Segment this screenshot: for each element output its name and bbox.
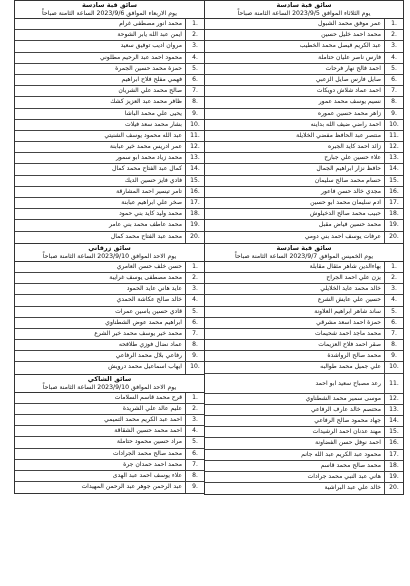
person-name: محمود عبد الكريم عبد الله جانم xyxy=(301,450,381,458)
list-item xyxy=(15,340,204,351)
row-number: 16. xyxy=(384,438,403,448)
list-item xyxy=(205,131,403,142)
person-name: محمد عبد الفتاح محمد كمال xyxy=(110,232,182,240)
list-item xyxy=(15,19,204,30)
person-name: عبد الكريم فيصل محمد الخطيب xyxy=(299,42,381,50)
person-name: محمد انور مصطفى غرام xyxy=(119,20,182,27)
list-item xyxy=(15,404,204,415)
person-name: ايهاب اسماعيل محمد درويش xyxy=(108,363,182,371)
person-name: ساند شاهر ابراهيم العلاونة xyxy=(314,307,381,315)
list-item xyxy=(205,461,403,472)
date-label: يوم الثلاثاء الموافق 2023/9/5 الساعة الثامنة صباحاً xyxy=(237,10,371,17)
list-item xyxy=(205,295,403,306)
person-name: ظافر محمد عبد العزيز كشك xyxy=(110,98,182,106)
row-number: 7. xyxy=(185,329,204,339)
row-number: 17. xyxy=(384,450,403,460)
person-name: فهمي مفلح فلاح ابراهيم xyxy=(121,75,182,83)
row-number: 11. xyxy=(185,131,204,141)
person-name: خالد صالح عكاشة الحمدي xyxy=(116,296,182,304)
row-number: 5. xyxy=(185,64,204,74)
person-name: قادي حسين ياسين عمرات xyxy=(115,307,182,315)
person-name: علاء يوسف احمد عبد الهدى xyxy=(112,471,182,479)
row-number: 11. xyxy=(384,131,403,141)
person-name: قرح محمد قاسم السلامات xyxy=(114,393,182,401)
list-item xyxy=(15,460,204,471)
list-item xyxy=(205,64,403,75)
row-number: 15. xyxy=(185,176,204,186)
row-number: 15. xyxy=(384,176,403,186)
row-number: 2. xyxy=(185,273,204,283)
person-name: عليم عالد علي الشريدة xyxy=(122,404,182,412)
list-item xyxy=(15,187,204,198)
row-number: 8. xyxy=(185,340,204,350)
row-number: 10. xyxy=(185,120,204,130)
person-name: محتصم خالد عارف الرفاعي xyxy=(310,405,381,413)
row-number: 15. xyxy=(384,427,403,437)
person-name: خالد علي عبد البراشية xyxy=(324,484,381,492)
person-name: فارس ناصر عليان حتاملة xyxy=(318,53,381,61)
row-number: 1. xyxy=(384,262,403,272)
person-name: جهاد محمود صالح الرفاعي xyxy=(314,417,381,424)
list-item xyxy=(15,351,204,362)
name-list xyxy=(15,393,204,494)
row-number: 20. xyxy=(384,232,403,243)
person-name: محمد حسين فياض مقبل xyxy=(318,221,381,229)
person-name: محمد صالح الرواشدة xyxy=(327,352,381,360)
row-number: 9. xyxy=(185,109,204,119)
list-item xyxy=(205,340,403,351)
row-number: 14. xyxy=(384,164,403,174)
row-number: 1. xyxy=(185,262,204,272)
list-item xyxy=(15,64,204,75)
section-header xyxy=(205,1,403,19)
row-number: 5. xyxy=(185,437,204,447)
list-item xyxy=(15,120,204,131)
row-number: 18. xyxy=(384,461,403,471)
section-header xyxy=(15,243,204,262)
row-number: 5. xyxy=(185,307,204,317)
person-name: نسيم يوسف محمد عمور xyxy=(318,98,381,106)
list-item xyxy=(205,438,403,449)
person-name: ادم سليمان محمد ابو حسين xyxy=(310,199,381,206)
list-item xyxy=(15,53,204,64)
row-number: 19. xyxy=(384,220,403,230)
list-item xyxy=(205,209,403,220)
list-item xyxy=(205,220,403,231)
person-name: ابراهيم محمد عوض الشطناوي xyxy=(105,318,182,326)
list-item xyxy=(15,198,204,209)
person-name: محمود احمد عبد الرحيم مطلوني xyxy=(100,53,182,61)
row-number: 7. xyxy=(185,460,204,470)
row-number: 3. xyxy=(384,41,403,51)
row-number: 20. xyxy=(185,232,204,243)
row-number: 13. xyxy=(384,405,403,415)
list-item xyxy=(15,142,204,153)
row-number: 13. xyxy=(185,153,204,163)
row-number: 6. xyxy=(185,75,204,85)
person-name: احمد نوفل حسن الفضاونة xyxy=(315,439,381,447)
row-number: 18. xyxy=(384,209,403,219)
row-number: 9. xyxy=(384,109,403,119)
list-item xyxy=(205,109,403,120)
person-name: احمد راضي ضيف الله بداينه xyxy=(310,120,381,128)
left-column xyxy=(14,0,205,494)
list-item xyxy=(205,483,403,494)
list-item xyxy=(15,426,204,437)
row-number: 6. xyxy=(185,449,204,459)
row-number: 11. xyxy=(384,374,403,393)
list-item xyxy=(205,19,403,30)
person-name: عماد نضال فوزي طلافحه xyxy=(118,341,182,349)
person-name: موسى سمير محمد الشطناوي xyxy=(305,394,381,402)
row-number: 3. xyxy=(185,415,204,425)
list-item xyxy=(15,153,204,164)
list-item xyxy=(205,273,403,284)
list-item xyxy=(205,142,403,153)
row-number: 12. xyxy=(185,142,204,152)
row-number: 4. xyxy=(384,295,403,305)
person-name: حافظ نزار ابراهيم الجمال xyxy=(316,165,381,173)
row-number: 10. xyxy=(185,362,204,373)
list-item xyxy=(15,449,204,460)
list-item xyxy=(205,329,403,340)
row-number: 4. xyxy=(384,53,403,63)
row-number: 2. xyxy=(384,273,403,283)
list-item xyxy=(15,232,204,243)
person-name: محمد احمد حمدان جرة xyxy=(123,460,182,468)
list-item xyxy=(205,176,403,187)
person-name: منتصر عبد الحافظ مفضي الخلايلة xyxy=(296,131,381,139)
row-number: 1. xyxy=(185,19,204,29)
person-name: حسام محمد صالح سليمان xyxy=(314,176,381,184)
row-number: 3. xyxy=(384,284,403,294)
list-item xyxy=(15,307,204,318)
list-item xyxy=(15,318,204,329)
name-list xyxy=(15,262,204,374)
row-number: 7. xyxy=(384,86,403,96)
row-number: 8. xyxy=(185,471,204,481)
person-name: احمد عماد شلاش دويكات xyxy=(316,87,381,95)
driver-label: سائق قبة سادسة xyxy=(276,243,332,252)
person-name: هاني عبد النبي محمد جرادات xyxy=(307,472,381,480)
list-item xyxy=(205,450,403,461)
list-item xyxy=(15,415,204,426)
person-name: حسين علي عايش الشرع xyxy=(317,296,381,304)
list-item xyxy=(15,176,204,187)
person-name: محمد مصطفى يوسف غرايبة xyxy=(109,273,182,281)
list-item xyxy=(205,405,403,416)
list-item xyxy=(205,153,403,164)
date-label: يوم الاحد الموافق 2023/9/10 الساعة الثامنة صباحاً xyxy=(42,252,177,260)
list-item xyxy=(15,75,204,86)
date-label: يوم الخميس الموافق 2023/9/7 الساعة الثامنة صباحاً xyxy=(234,252,374,260)
row-number: 13. xyxy=(384,153,403,163)
date-label: يوم الاحد الموافق 2023/9/10 الساعة الثامنة صباحاً xyxy=(42,383,177,391)
row-number: 16. xyxy=(185,187,204,197)
row-number: 18. xyxy=(185,209,204,219)
person-name: احمد فالح نهار فرحات xyxy=(325,64,381,72)
person-name: عايد هاني عايد الحمود xyxy=(126,285,182,293)
row-number: 9. xyxy=(384,351,403,361)
list-item xyxy=(205,232,403,243)
list-item xyxy=(15,41,204,52)
list-item xyxy=(205,30,403,41)
person-name: صالح محمد علي الشريان xyxy=(118,87,182,95)
list-item xyxy=(205,262,403,273)
section-header xyxy=(15,1,204,19)
list-item xyxy=(15,437,204,448)
list-item xyxy=(15,273,204,284)
right-column xyxy=(204,0,404,495)
person-name: عمر موفق محمد الشبول xyxy=(317,20,381,27)
list-item xyxy=(205,394,403,405)
list-item xyxy=(15,164,204,175)
row-number: 8. xyxy=(185,97,204,107)
row-number: 4. xyxy=(185,426,204,436)
list-item xyxy=(15,471,204,482)
person-name: بهاءالدين شاهر مثقال مقابلة xyxy=(309,262,381,270)
list-item xyxy=(205,284,403,295)
person-name: حمزة محمد حسين الجمرة xyxy=(115,64,182,72)
list-item xyxy=(15,362,204,373)
list-item xyxy=(15,482,204,493)
person-name: ايمن عبد الله يابر الشوحة xyxy=(117,31,182,39)
person-name: مجدي خالد حسن فاعور xyxy=(321,187,381,195)
row-number: 1. xyxy=(384,19,403,29)
row-number: 6. xyxy=(185,318,204,328)
driver-label: سائق زرقاني xyxy=(88,243,131,252)
list-item xyxy=(205,472,403,483)
name-list xyxy=(205,19,403,243)
list-item xyxy=(205,318,403,329)
person-name: زاهر محمد حسين عموره xyxy=(317,109,381,117)
person-name: تامر تيسير احمد المشارقة xyxy=(116,187,182,195)
row-number: 2. xyxy=(185,404,204,414)
row-number: 17. xyxy=(185,198,204,208)
person-name: عبد الرحمن جوهر عبد الرحمن المهيدات xyxy=(81,483,182,491)
list-item xyxy=(205,374,403,394)
row-number: 12. xyxy=(384,142,403,152)
row-number: 20. xyxy=(384,483,403,494)
driver-label: سائق قبة سادسة xyxy=(276,1,332,9)
person-name: محمد زياد محمد ابو سمور xyxy=(115,154,182,162)
list-item xyxy=(15,131,204,142)
row-number: 6. xyxy=(384,75,403,85)
row-number: 10. xyxy=(384,362,403,372)
row-number: 5. xyxy=(384,307,403,317)
list-item xyxy=(15,295,204,306)
row-number: 4. xyxy=(185,53,204,63)
date-label: يوم الاربعاء الموافق 2023/9/6 الساعة الثامنة صباحاً xyxy=(42,10,177,17)
list-item xyxy=(15,284,204,295)
person-name: مروان اديب توفيق سعيد xyxy=(120,42,182,50)
row-number: 19. xyxy=(384,472,403,482)
person-name: حسن خلف حسن العامري xyxy=(116,262,182,270)
list-item xyxy=(15,262,204,273)
list-item xyxy=(205,351,403,362)
person-name: محمد صالح محمد قاسم xyxy=(320,461,381,469)
row-number: 12. xyxy=(384,394,403,404)
row-number: 7. xyxy=(185,86,204,96)
list-item xyxy=(205,307,403,318)
row-number: 16. xyxy=(384,187,403,197)
list-item xyxy=(205,86,403,97)
person-name: مراد حسين محمود حتاملة xyxy=(116,438,182,446)
list-item xyxy=(15,209,204,220)
person-name: محمد خير يوسف محمد خير الشرع xyxy=(94,329,182,337)
list-item xyxy=(15,329,204,340)
row-number: 19. xyxy=(185,220,204,230)
person-name: زائد احمد كايد الجبره xyxy=(327,143,381,151)
driver-label: سائق الشاكي xyxy=(87,374,132,383)
driver-label: سائق قبة سادسة xyxy=(81,1,137,9)
list-item xyxy=(15,220,204,231)
list-item xyxy=(205,362,403,373)
person-name: عمر ادريس محمد خير عبابنة xyxy=(109,143,182,151)
row-number: 14. xyxy=(384,416,403,426)
row-number: 14. xyxy=(185,164,204,174)
row-number: 9. xyxy=(185,351,204,361)
person-name: رعد مصباح سعيد ابو احمد xyxy=(315,379,381,387)
person-name: محمد صالح محمد الجرادات xyxy=(112,449,182,457)
row-number: 3. xyxy=(185,41,204,51)
person-name: صخر علي ابراهيم عبابنة xyxy=(121,199,182,206)
person-name: محمد ماجد احمد شحيمات xyxy=(315,329,381,337)
list-item xyxy=(15,393,204,404)
section-header xyxy=(205,243,403,262)
person-name: صايل فارس صايل الزعبي xyxy=(315,75,381,83)
list-item xyxy=(205,198,403,209)
list-item xyxy=(15,30,204,41)
list-item xyxy=(205,416,403,427)
person-name: بشار محمد سعد فيلات xyxy=(124,120,182,128)
list-item xyxy=(205,187,403,198)
row-number: 4. xyxy=(185,295,204,305)
list-item xyxy=(205,120,403,131)
person-name: محمد احمد خليل حسين xyxy=(321,31,381,39)
person-name: علاء حسين علي جبارح xyxy=(324,154,381,162)
person-name: احمد عبد الكريم محمد التميمي xyxy=(104,416,182,423)
row-number: 6. xyxy=(384,318,403,328)
row-number: 8. xyxy=(384,340,403,350)
person-name: حبيب محمد صالح الدخيلوش xyxy=(310,210,381,218)
person-name: حمزة احمد اسعد مشرقي xyxy=(316,318,381,326)
person-name: احمد محمد حسين الشقاقة xyxy=(114,427,182,435)
person-name: محمد عاطف محمد بني عامر xyxy=(109,221,182,229)
row-number: 3. xyxy=(185,284,204,294)
row-number: 8. xyxy=(384,97,403,107)
person-name: رفاعي بلال محمد الرفاعي xyxy=(115,352,182,360)
row-number: 9. xyxy=(185,482,204,493)
list-item xyxy=(205,164,403,175)
list-item xyxy=(15,109,204,120)
row-number: 1. xyxy=(185,393,204,403)
row-number: 7. xyxy=(384,329,403,339)
row-number: 2. xyxy=(384,30,403,40)
section-header xyxy=(15,374,204,393)
person-name: يزن علي احمد الجراح xyxy=(326,273,381,281)
person-name: علي جميل محمد طوالبه xyxy=(320,363,381,371)
person-name: مهند عدنان احمد الرشيدات xyxy=(312,428,381,436)
list-item xyxy=(205,75,403,86)
list-item xyxy=(205,41,403,52)
list-item xyxy=(15,86,204,97)
person-name: محمد وليد كايد بني حمود xyxy=(119,210,182,218)
name-list xyxy=(205,262,403,495)
person-name: خالد محمد عايد الخلايلي xyxy=(320,285,381,293)
person-name: فادي فايز حسين الديك xyxy=(124,176,182,184)
row-number: 2. xyxy=(185,30,204,40)
row-number: 5. xyxy=(384,64,403,74)
row-number: 17. xyxy=(384,198,403,208)
person-name: صقر احمد فلاح العزيمات xyxy=(318,341,381,349)
person-name: كمال عبد الفتاح محمد كمال xyxy=(111,165,182,173)
name-list xyxy=(15,19,204,243)
person-name: عرفات يوسف احمد بني دومي xyxy=(304,232,381,240)
list-item xyxy=(205,427,403,438)
list-item xyxy=(205,97,403,108)
list-item xyxy=(205,53,403,64)
row-number: 10. xyxy=(384,120,403,130)
person-name: يحيى علي محمد الباشا xyxy=(124,109,182,117)
person-name: عبد الله محمود يوسف الشنيتي xyxy=(104,131,182,139)
list-item xyxy=(15,97,204,108)
